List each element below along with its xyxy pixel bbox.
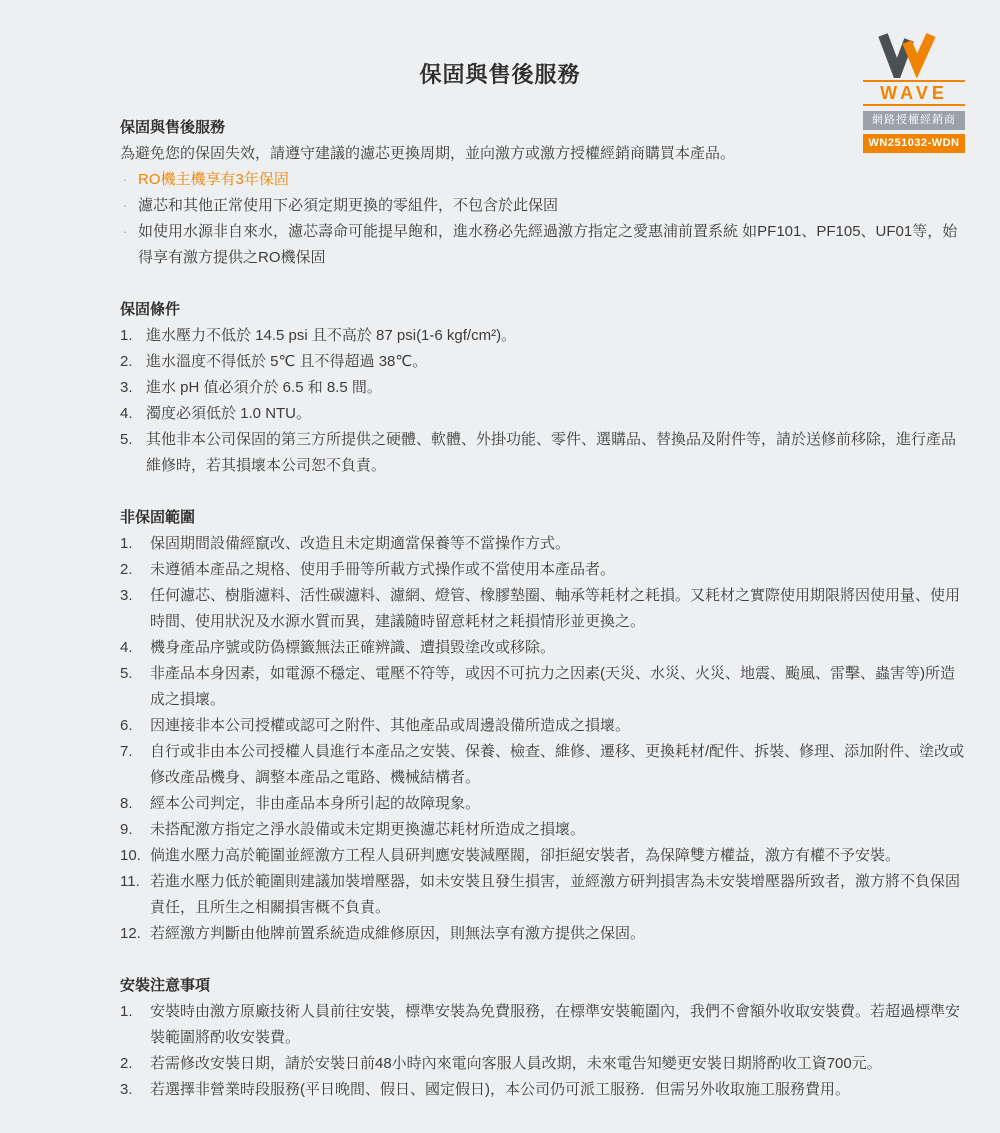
item-number: 4.: [120, 639, 133, 656]
installation-notes-list: [120, 999, 965, 1103]
product-code-badge: WN251032-WDN: [863, 134, 965, 153]
list-item: [120, 375, 965, 401]
item-number: 2.: [120, 353, 133, 370]
dealer-badge: 網路授權經銷商: [863, 111, 965, 130]
item-number: 4.: [120, 405, 133, 422]
list-item: [120, 557, 965, 583]
item-number: 2.: [120, 1055, 133, 1072]
item-text: 未搭配激方指定之淨水設備或未定期更換濾芯耗材所造成之損壞。: [150, 821, 586, 838]
list-item: [120, 713, 965, 739]
section-heading: 保固條件: [120, 301, 181, 318]
item-text: 經本公司判定，非由產品本身所引起的故障現象。: [150, 795, 481, 812]
bullet-item: [120, 193, 965, 219]
warranty-conditions-list: [120, 323, 965, 479]
item-number: 1.: [120, 327, 133, 344]
bullet-text: 濾芯和其他正常使用下必須定期更換的零組件，不包含於此保固: [138, 197, 559, 214]
item-text: 若經激方判斷由他牌前置系統造成維修原因，則無法享有激方提供之保固。: [150, 925, 646, 942]
list-item: [120, 1077, 965, 1103]
bullet-dot-icon: ·: [123, 198, 128, 213]
item-text: 其他非本公司保固的第三方所提供之硬體、軟體、外掛功能、零件、選購品、替換品及附件等，請於送修前移除，進行產品維修時，若其損壞本公司恕不負責。: [146, 431, 957, 474]
item-text: 機身產品序號或防偽標籤無法正確辨識、遭損毀塗改或移除。: [150, 639, 556, 656]
item-number: 2.: [120, 561, 133, 578]
item-text: 若需修改安裝日期，請於安裝日前48小時內來電向客服人員改期，未來電告知變更安裝日期將酌收工資700元。: [150, 1055, 882, 1072]
item-text: 因連接非本公司授權或認可之附件、其他產品或周邊設備所造成之損壞。: [150, 717, 631, 734]
bullet-dot-icon: ·: [123, 224, 128, 239]
section-heading: 非保固範圍: [120, 509, 196, 526]
bullet-item: [120, 167, 965, 193]
item-text: 進水 pH 值必須介於 6.5 和 8.5 間。: [146, 379, 382, 396]
list-item: [120, 349, 965, 375]
page-title: 保固與售後服務: [419, 62, 581, 87]
item-text: 若進水壓力低於範圍則建議加裝增壓器，如未安裝且發生損害，並經激方研判損害為未安裝增壓器所致者，激方將不負保固責任，且所生之相關損害概不負責。: [150, 873, 961, 916]
item-text: 進水壓力不低於 14.5 psi 且不高於 87 psi(1-6 kgf/cm²)。: [146, 327, 517, 344]
section-installation-notes: [120, 973, 965, 1103]
intro-text: 為避免您的保固失效，請遵守建議的濾芯更換周期，並向激方或激方授權經銷商購買本產品。: [120, 145, 736, 162]
list-item: [120, 661, 965, 713]
item-text: 保固期間設備經竄改、改造且未定期適當保養等不當操作方式。: [150, 535, 571, 552]
section-heading: 保固與售後服務: [120, 119, 226, 136]
item-text: 安裝時由激方原廠技術人員前往安裝，標準安裝為免費服務，在標準安裝範圍內，我們不會額外收取安裝費。若超過標準安裝範圍將酌收安裝費。: [150, 1003, 961, 1046]
section-heading: 安裝注意事項: [120, 977, 211, 994]
item-number: 3.: [120, 587, 133, 604]
list-item: [120, 1051, 965, 1077]
section-warranty-conditions: [120, 297, 965, 479]
bullet-dot-icon: ·: [123, 172, 128, 187]
item-number: 1.: [120, 535, 133, 552]
item-number: 11.: [120, 873, 140, 890]
item-text: 若選擇非營業時段服務(平日晚間、假日、國定假日)，本公司仍可派工服務．但需另外收取施工服務費用。: [150, 1081, 850, 1098]
list-item: [120, 739, 965, 791]
list-item: [120, 635, 965, 661]
list-item: [120, 427, 965, 479]
item-text: 進水溫度不得低於 5℃ 且不得超過 38℃。: [146, 353, 428, 370]
item-number: 8.: [120, 795, 133, 812]
section-non-warranty: [120, 505, 965, 947]
bullet-text: 如使用水源非自來水，濾芯壽命可能提早飽和，進水務必先經過激方指定之愛惠浦前置系統 如PF101、PF105、UF01等，始得享有激方提供之RO機保固: [138, 223, 958, 266]
list-item: [120, 531, 965, 557]
brand-logo-block: [863, 30, 965, 153]
wave-wordmark: WAVE: [863, 80, 965, 106]
item-number: 3.: [120, 1081, 133, 1098]
section-warranty-service: [120, 115, 965, 271]
item-number: 12.: [120, 925, 141, 942]
list-item: [120, 869, 965, 921]
list-item: [120, 999, 965, 1051]
non-warranty-list: [120, 531, 965, 947]
item-text: 自行或非由本公司授權人員進行本產品之安裝、保養、檢查、維修、遷移、更換耗材/配件、拆裝、修理、添加附件、塗改或修改產品機身、調整本產品之電路、機械結構者。: [150, 743, 965, 786]
bullet-item: [120, 219, 965, 271]
list-item: [120, 401, 965, 427]
item-number: 10.: [120, 847, 141, 864]
item-text: 未遵循本產品之規格、使用手冊等所載方式操作或不當使用本產品者。: [150, 561, 616, 578]
item-number: 5.: [120, 431, 133, 448]
item-number: 7.: [120, 743, 133, 760]
list-item: [120, 817, 965, 843]
list-item: [120, 791, 965, 817]
item-number: 3.: [120, 379, 133, 396]
item-number: 9.: [120, 821, 133, 838]
item-number: 1.: [120, 1003, 133, 1020]
warranty-bullet-list: [120, 167, 965, 271]
item-text: 任何濾芯、樹脂濾料、活性碳濾料、濾網、燈管、橡膠墊圈、軸承等耗材之耗損。又耗材之實際使用期限將因使用量、使用時間、使用狀況及水源水質而異，建議隨時留意耗材之耗損情形並更換之。: [150, 587, 961, 630]
item-number: 6.: [120, 717, 133, 734]
item-text: 倘進水壓力高於範圍並經激方工程人員研判應安裝減壓閥，卻拒絕安裝者，為保障雙方權益，激方有權不予安裝。: [150, 847, 901, 864]
item-number: 5.: [120, 665, 133, 682]
item-text: 非產品本身因素，如電源不穩定、電壓不符等，或因不可抗力之因素(天災、水災、火災、地震、颱風、雷擊、蟲害等)所造成之損壞。: [150, 665, 955, 708]
list-item: [120, 583, 965, 635]
bullet-text: RO機主機享有3年保固: [138, 171, 289, 188]
list-item: [120, 843, 965, 869]
list-item: [120, 323, 965, 349]
list-item: [120, 921, 965, 947]
item-text: 濁度必須低於 1.0 NTU。: [146, 405, 312, 422]
wave-w-icon: [875, 30, 953, 78]
